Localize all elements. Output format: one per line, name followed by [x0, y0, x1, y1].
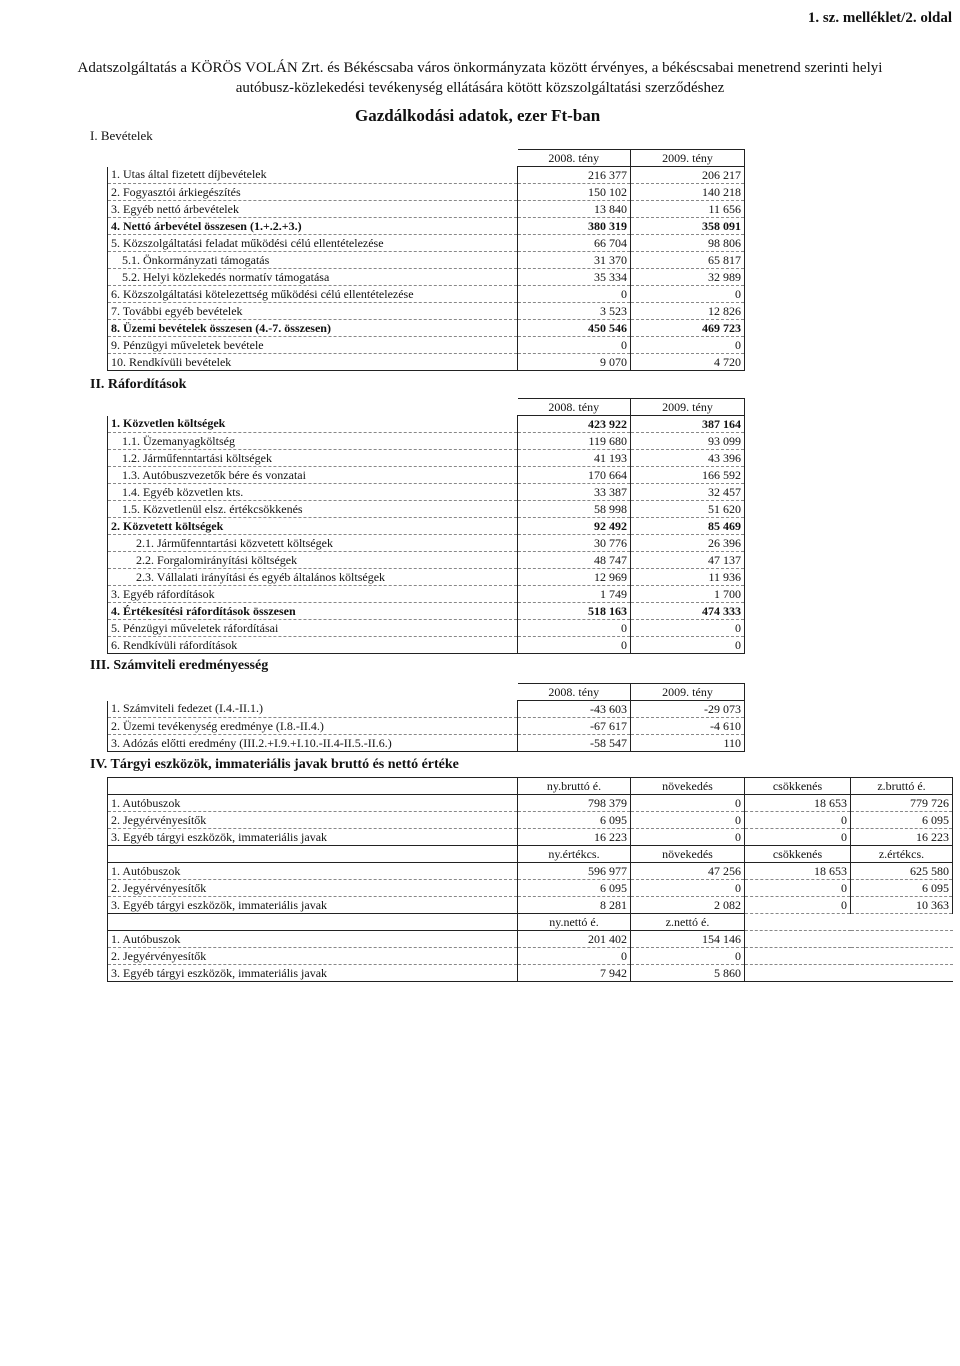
value-2008: -43 603 — [518, 701, 631, 718]
value-2008: 450 546 — [518, 320, 631, 337]
column-header-2008: 2008. tény — [518, 150, 631, 167]
value-2009: 11 936 — [631, 569, 745, 586]
asset-label: 3. Egyéb tárgyi eszközök, immateriális javak — [108, 897, 518, 914]
column-header-2009: 2009. tény — [631, 684, 745, 701]
value-2009: 0 — [631, 337, 745, 354]
asset-value: 201 402 — [518, 931, 631, 948]
table-row — [108, 552, 745, 569]
table-row — [108, 201, 745, 218]
document-heading-line-1: Adatszolgáltatás a KÖRÖS VOLÁN Zrt. és Békéscsaba város önkormányzata között érvényes, a békéscsabai menetrend szerinti helyi — [77, 60, 883, 76]
value-2009: 93 099 — [631, 433, 745, 450]
value-2009: 0 — [631, 286, 745, 303]
asset-column-header: csökkenés — [745, 778, 851, 795]
table-row — [108, 569, 745, 586]
asset-header-row — [108, 778, 953, 795]
empty-cell — [745, 965, 851, 982]
asset-label: 2. Jegyérvényesítők — [108, 880, 518, 897]
empty-cell — [745, 931, 851, 948]
table-row — [108, 433, 745, 450]
section-title-fixed-assets: IV. Tárgyi eszközök, immateriális javak bruttó és nettó értéke — [90, 757, 459, 772]
row-label: 4. Nettó árbevétel összesen (1.+.2.+3.) — [108, 218, 518, 235]
asset-row — [108, 897, 953, 914]
asset-column-header: növekedés — [631, 846, 745, 863]
value-2009: 469 723 — [631, 320, 745, 337]
asset-value: 596 977 — [518, 863, 631, 880]
value-2009: 110 — [631, 735, 745, 752]
value-2008: 33 387 — [518, 484, 631, 501]
value-2008: 9 070 — [518, 354, 631, 371]
table-row — [108, 735, 745, 752]
table-row — [108, 218, 745, 235]
asset-value: 154 146 — [631, 931, 745, 948]
value-2008: 0 — [518, 637, 631, 654]
value-2008: 35 334 — [518, 269, 631, 286]
table-row — [108, 484, 745, 501]
asset-value: 0 — [631, 795, 745, 812]
row-label: 2.2. Forgalomirányítási költségek — [108, 552, 518, 569]
row-label: 1.3. Autóbuszvezetők bére és vonzatai — [108, 467, 518, 484]
row-label: 2. Közvetett költségek — [108, 518, 518, 535]
asset-label: 2. Jegyérvényesítők — [108, 948, 518, 965]
row-label: 1.1. Üzemanyagköltség — [108, 433, 518, 450]
row-label: 1. Utas által fizetett díjbevételek — [108, 167, 518, 184]
column-header-2008: 2008. tény — [518, 684, 631, 701]
header-spacer — [108, 778, 518, 795]
asset-row — [108, 829, 953, 846]
asset-value: 7 942 — [518, 965, 631, 982]
asset-value: 0 — [745, 897, 851, 914]
asset-value: 10 363 — [851, 897, 953, 914]
value-2009: 85 469 — [631, 518, 745, 535]
asset-value: 16 223 — [851, 829, 953, 846]
table-row — [108, 337, 745, 354]
asset-value: 0 — [631, 880, 745, 897]
asset-value: 6 095 — [518, 880, 631, 897]
value-2009: 65 817 — [631, 252, 745, 269]
accounting-results-table — [107, 683, 745, 752]
value-2008: 3 523 — [518, 303, 631, 320]
table-row — [108, 620, 745, 637]
asset-value: 16 223 — [518, 829, 631, 846]
asset-label: 1. Autóbuszok — [108, 931, 518, 948]
row-label: 4. Értékesítési ráfordítások összesen — [108, 603, 518, 620]
header-spacer — [108, 846, 518, 863]
table-row — [108, 303, 745, 320]
value-2009: 47 137 — [631, 552, 745, 569]
asset-label: 1. Autóbuszok — [108, 795, 518, 812]
value-2009: -4 610 — [631, 718, 745, 735]
asset-row — [108, 948, 953, 965]
row-label: 1.2. Járműfenntartási költségek — [108, 450, 518, 467]
value-2008: 380 319 — [518, 218, 631, 235]
row-label: 1. Közvetlen költségek — [108, 416, 518, 433]
asset-column-header: z.bruttó é. — [851, 778, 953, 795]
asset-value: 0 — [745, 812, 851, 829]
asset-value: 0 — [518, 948, 631, 965]
asset-value: 0 — [631, 829, 745, 846]
empty-cell — [745, 914, 851, 931]
row-label: 6. Közszolgáltatási kötelezettség működési célú ellentételezése — [108, 286, 518, 303]
value-2009: 358 091 — [631, 218, 745, 235]
value-2008: 31 370 — [518, 252, 631, 269]
value-2008: 119 680 — [518, 433, 631, 450]
asset-label: 3. Egyéb tárgyi eszközök, immateriális javak — [108, 829, 518, 846]
table-row — [108, 467, 745, 484]
asset-label: 1. Autóbuszok — [108, 863, 518, 880]
asset-value: 5 860 — [631, 965, 745, 982]
asset-value: 6 095 — [851, 880, 953, 897]
document-heading-line-2: autóbusz-közlekedési tevékenység ellátására kötött közszolgáltatási szerződéshez — [235, 80, 725, 96]
row-label: 3. Adózás előtti eredmény (III.2.+I.9.+I.10.-II.4-II.5.-II.6.) — [108, 735, 518, 752]
value-2008: -67 617 — [518, 718, 631, 735]
empty-cell — [851, 948, 953, 965]
value-2008: 216 377 — [518, 167, 631, 184]
asset-column-header: z.nettó é. — [631, 914, 745, 931]
financial-data-title: Gazdálkodási adatok, ezer Ft-ban — [355, 106, 601, 125]
table-row — [108, 586, 745, 603]
value-2008: 48 747 — [518, 552, 631, 569]
table-row — [108, 603, 745, 620]
table-row — [108, 235, 745, 252]
value-2008: 1 749 — [518, 586, 631, 603]
empty-cell — [745, 948, 851, 965]
asset-value: 0 — [745, 829, 851, 846]
row-label: 2.3. Vállalati irányítási és egyéb általános költségek — [108, 569, 518, 586]
header-spacer — [108, 914, 518, 931]
asset-row — [108, 931, 953, 948]
row-label: 1.4. Egyéb közvetlen kts. — [108, 484, 518, 501]
row-label: 1.5. Közvetlenül elsz. értékcsökkenés — [108, 501, 518, 518]
value-2009: 1 700 — [631, 586, 745, 603]
value-2008: 0 — [518, 286, 631, 303]
asset-row — [108, 795, 953, 812]
page-label: 1. sz. melléklet/2. oldal — [807, 10, 952, 26]
row-label: 3. Egyéb nettó árbevételek — [108, 201, 518, 218]
asset-header-row — [108, 846, 953, 863]
row-label: 5.2. Helyi közlekedés normatív támogatása — [108, 269, 518, 286]
value-2008: 13 840 — [518, 201, 631, 218]
row-label: 10. Rendkívüli bevételek — [108, 354, 518, 371]
asset-value: 47 256 — [631, 863, 745, 880]
row-label: 3. Egyéb ráfordítások — [108, 586, 518, 603]
value-2009: 51 620 — [631, 501, 745, 518]
table-row — [108, 637, 745, 654]
empty-cell — [851, 965, 953, 982]
table-row — [108, 718, 745, 735]
value-2009: 206 217 — [631, 167, 745, 184]
asset-header-row — [108, 914, 953, 931]
table-row — [108, 354, 745, 371]
header-spacer — [108, 684, 518, 701]
asset-value: 6 095 — [518, 812, 631, 829]
value-2008: 12 969 — [518, 569, 631, 586]
value-2008: 58 998 — [518, 501, 631, 518]
asset-value: 625 580 — [851, 863, 953, 880]
asset-value: 0 — [631, 948, 745, 965]
row-label: 5.1. Önkormányzati támogatás — [108, 252, 518, 269]
value-2009: 98 806 — [631, 235, 745, 252]
asset-value: 0 — [631, 812, 745, 829]
value-2008: 66 704 — [518, 235, 631, 252]
value-2009: 12 826 — [631, 303, 745, 320]
asset-label: 3. Egyéb tárgyi eszközök, immateriális javak — [108, 965, 518, 982]
value-2009: -29 073 — [631, 701, 745, 718]
section-title-revenues: I. Bevételek — [90, 128, 153, 143]
asset-value: 18 653 — [745, 863, 851, 880]
value-2008: 423 922 — [518, 416, 631, 433]
section-title-accounting-results: III. Számviteli eredményesség — [90, 658, 269, 673]
table-row — [108, 535, 745, 552]
table-row — [108, 269, 745, 286]
asset-row — [108, 812, 953, 829]
asset-value: 8 281 — [518, 897, 631, 914]
row-label: 2. Fogyasztói árkiegészítés — [108, 184, 518, 201]
column-header-2009: 2009. tény — [631, 399, 745, 416]
value-2009: 11 656 — [631, 201, 745, 218]
value-2008: -58 547 — [518, 735, 631, 752]
table-row — [108, 184, 745, 201]
asset-value: 779 726 — [851, 795, 953, 812]
revenues-table — [107, 149, 745, 371]
row-label: 2.1. Járműfenntartási közvetett költségek — [108, 535, 518, 552]
asset-row — [108, 965, 953, 982]
value-2008: 92 492 — [518, 518, 631, 535]
fixed-assets-table — [107, 777, 953, 982]
column-header-2008: 2008. tény — [518, 399, 631, 416]
table-row — [108, 320, 745, 337]
row-label: 7. További egyéb bevételek — [108, 303, 518, 320]
header-spacer — [108, 150, 518, 167]
value-2009: 474 333 — [631, 603, 745, 620]
value-2009: 32 989 — [631, 269, 745, 286]
asset-column-header: z.értékcs. — [851, 846, 953, 863]
row-label: 9. Pénzügyi műveletek bevétele — [108, 337, 518, 354]
value-2008: 30 776 — [518, 535, 631, 552]
asset-column-header: ny.értékcs. — [518, 846, 631, 863]
value-2009: 166 592 — [631, 467, 745, 484]
asset-column-header: ny.nettó é. — [518, 914, 631, 931]
value-2009: 4 720 — [631, 354, 745, 371]
asset-value: 2 082 — [631, 897, 745, 914]
header-spacer — [108, 399, 518, 416]
table-row — [108, 416, 745, 433]
table-row — [108, 501, 745, 518]
empty-cell — [851, 914, 953, 931]
table-row — [108, 167, 745, 184]
value-2009: 26 396 — [631, 535, 745, 552]
value-2009: 0 — [631, 637, 745, 654]
empty-cell — [851, 931, 953, 948]
asset-row — [108, 863, 953, 880]
value-2009: 140 218 — [631, 184, 745, 201]
asset-value: 18 653 — [745, 795, 851, 812]
value-2009: 32 457 — [631, 484, 745, 501]
expenses-table — [107, 398, 745, 654]
value-2008: 150 102 — [518, 184, 631, 201]
asset-value: 6 095 — [851, 812, 953, 829]
table-row — [108, 286, 745, 303]
value-2008: 0 — [518, 620, 631, 637]
asset-column-header: növekedés — [631, 778, 745, 795]
value-2008: 0 — [518, 337, 631, 354]
asset-column-header: csökkenés — [745, 846, 851, 863]
table-row — [108, 252, 745, 269]
row-label: 6. Rendkívüli ráfordítások — [108, 637, 518, 654]
value-2009: 387 164 — [631, 416, 745, 433]
asset-value: 0 — [745, 880, 851, 897]
row-label: 5. Pénzügyi műveletek ráfordításai — [108, 620, 518, 637]
row-label: 2. Üzemi tevékenység eredménye (I.8.-II.4.) — [108, 718, 518, 735]
value-2009: 43 396 — [631, 450, 745, 467]
value-2008: 170 664 — [518, 467, 631, 484]
table-row — [108, 701, 745, 718]
row-label: 5. Közszolgáltatási feladat működési célú ellentételezése — [108, 235, 518, 252]
asset-column-header: ny.bruttó é. — [518, 778, 631, 795]
row-label: 1. Számviteli fedezet (I.4.-II.1.) — [108, 701, 518, 718]
value-2008: 518 163 — [518, 603, 631, 620]
table-row — [108, 518, 745, 535]
row-label: 8. Üzemi bevételek összesen (4.-7. összesen) — [108, 320, 518, 337]
asset-row — [108, 880, 953, 897]
value-2008: 41 193 — [518, 450, 631, 467]
asset-value: 798 379 — [518, 795, 631, 812]
value-2009: 0 — [631, 620, 745, 637]
asset-label: 2. Jegyérvényesítők — [108, 812, 518, 829]
table-row — [108, 450, 745, 467]
section-title-expenses: II. Ráfordítások — [90, 377, 187, 392]
column-header-2009: 2009. tény — [631, 150, 745, 167]
